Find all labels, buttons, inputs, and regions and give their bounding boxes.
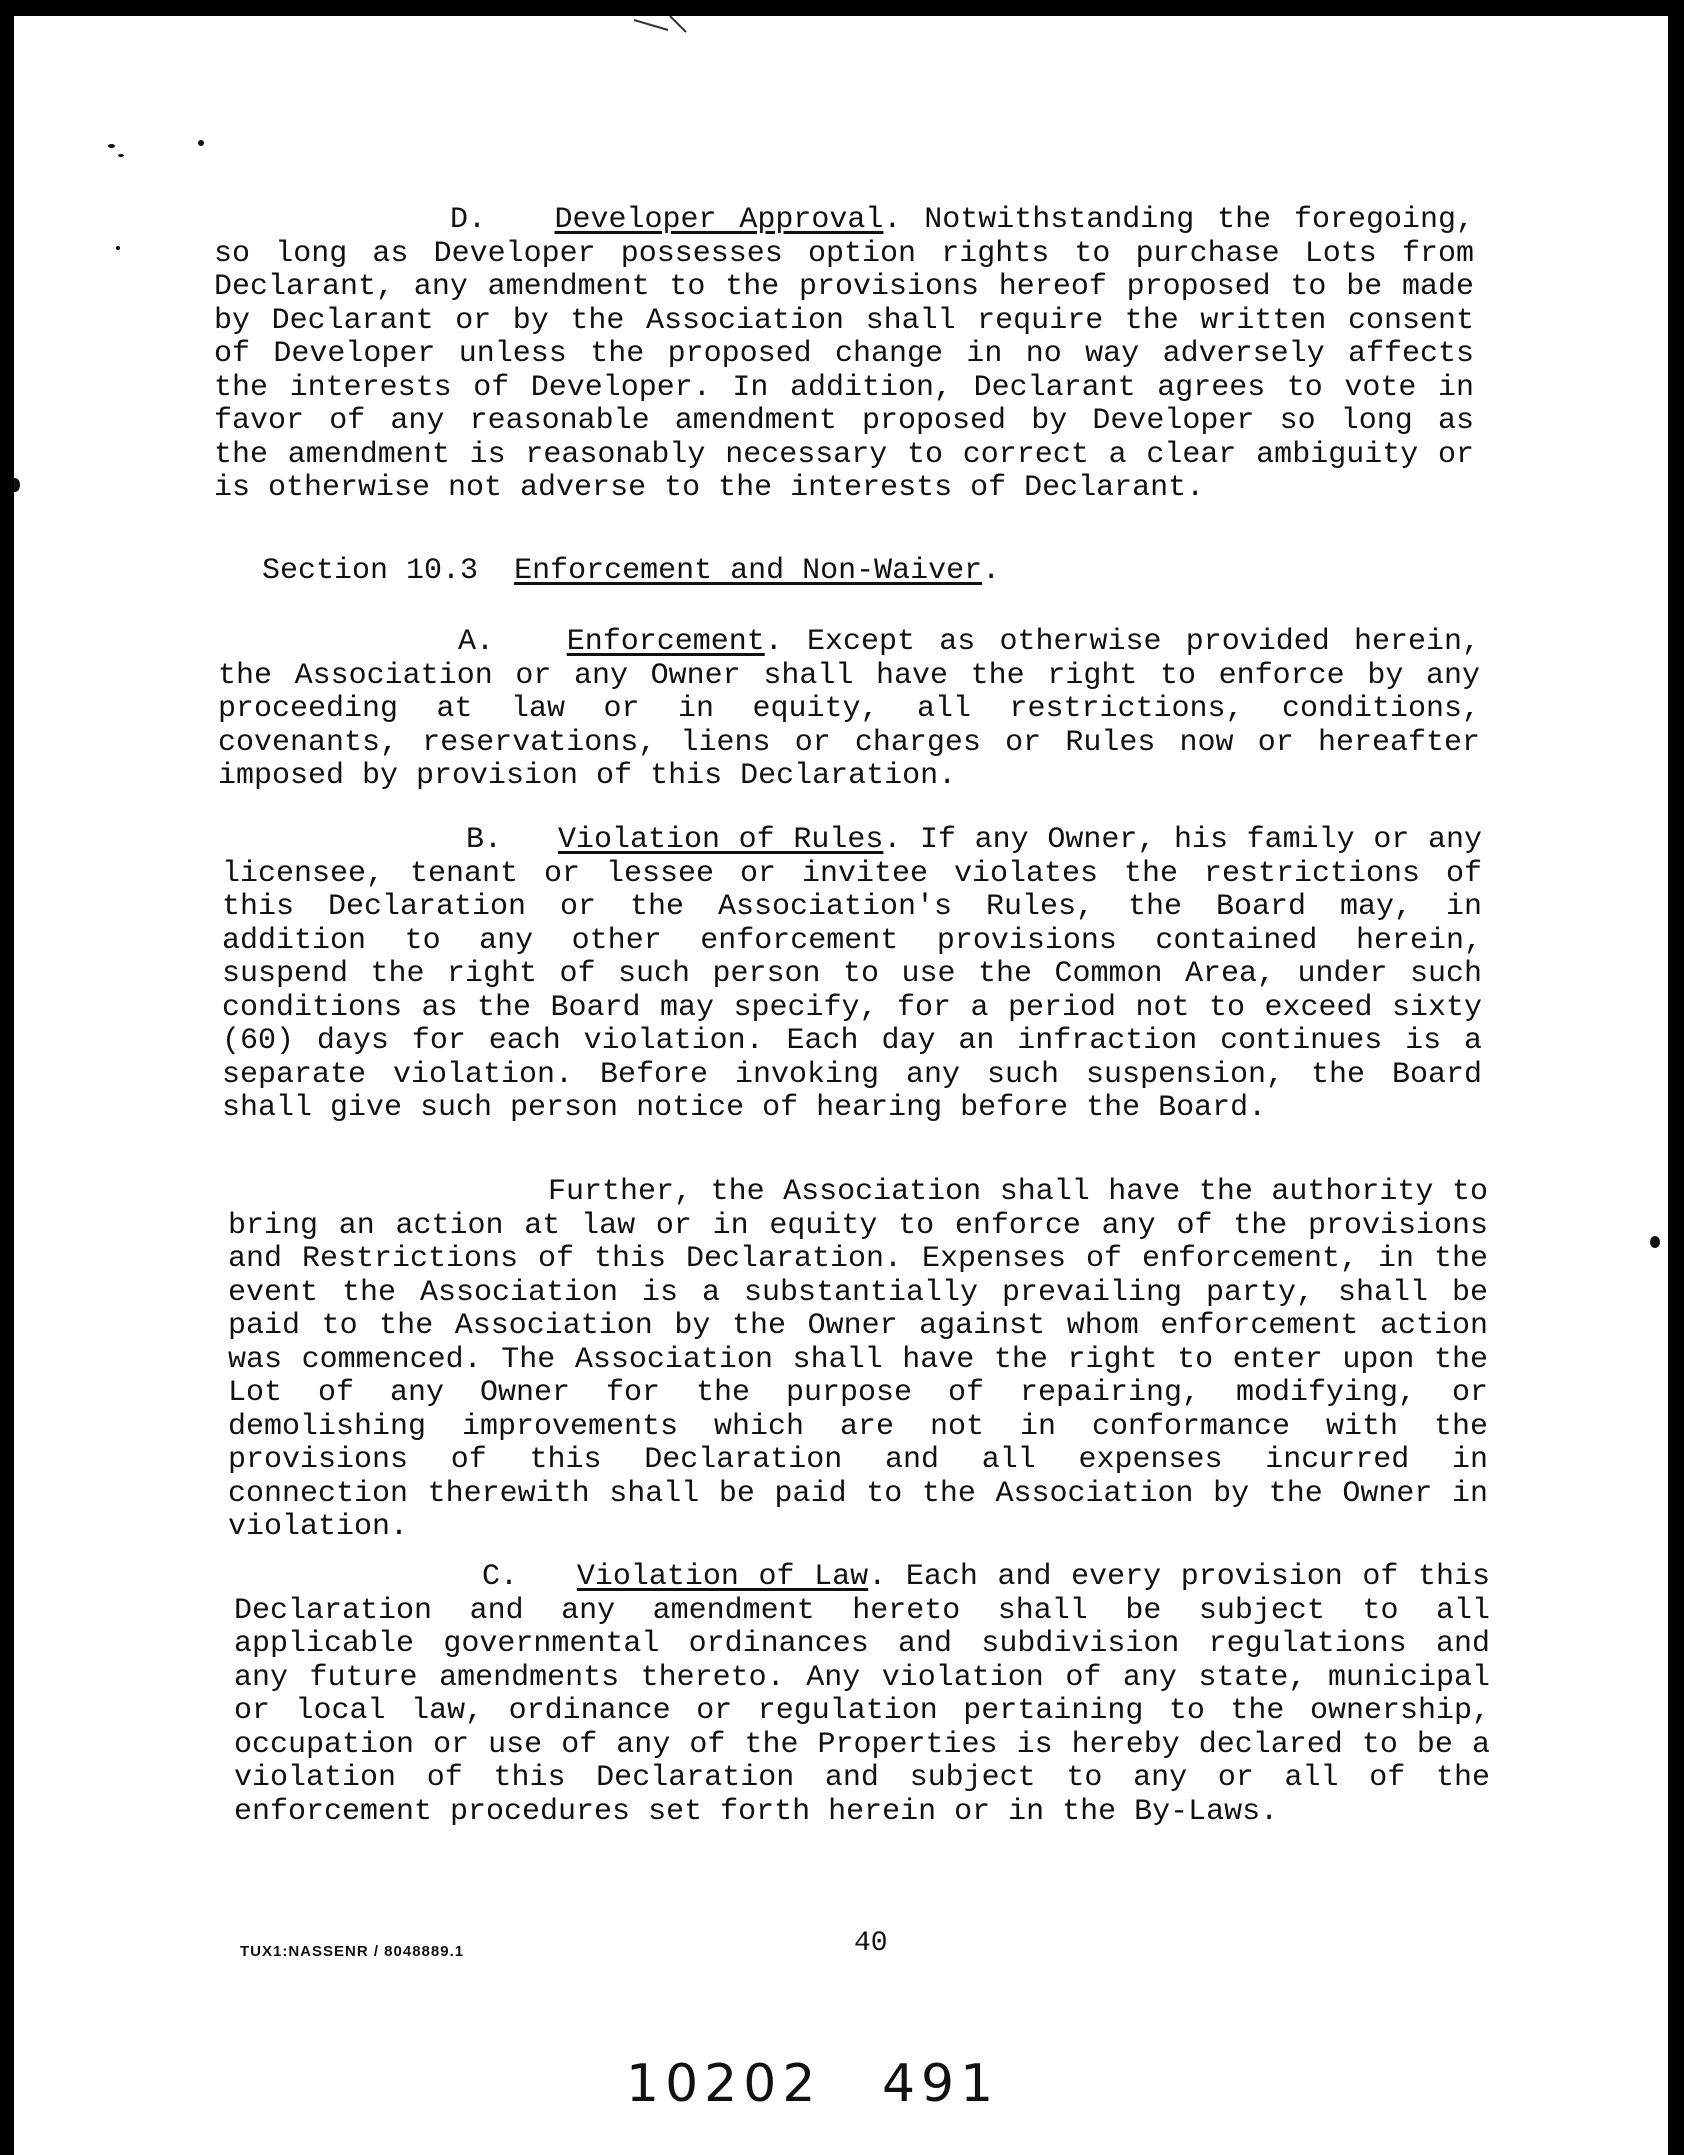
paragraph-label: C. — [482, 1560, 519, 1594]
stamp-book: 10202 — [626, 2054, 822, 2114]
paragraph-heading: Enforcement — [566, 625, 765, 659]
document-page — [14, 16, 1668, 2155]
section-number: Section 10.3 — [262, 554, 479, 588]
paragraph-violation-of-law — [234, 1561, 1490, 1829]
paragraph-body: . Notwithstanding the foregoing, so long as Developer possesses option rights to purchase Lots from Declarant, any amendment to the provisions hereof proposed to be made by Declarant or by the Association shall require the written consent of Developer unless the proposed change in no way adversely affects the interests of Developer. In addition, Declarant agrees to vote in favor of any reasonable amendment proposed by Developer so long as the amendment is reasonably necessary to correct a clear ambiguity or is otherwise not adverse to the interests of Declarant. — [214, 203, 1474, 505]
section-title-suffix: . — [982, 554, 1001, 588]
paragraph-heading: Violation of Law — [576, 1560, 869, 1594]
paragraph-violation-of-rules — [222, 824, 1482, 1126]
page-number: 40 — [854, 1928, 888, 1959]
paragraph-label: B. — [466, 823, 503, 857]
recording-stamp — [626, 2054, 999, 2114]
paragraph-further-authority — [228, 1176, 1488, 1545]
scan-speck — [1650, 1236, 1660, 1248]
paragraph-body: . Each and every provision of this Declaration and any amendment hereto shall be subject to all applicable governmental ordinances and subdivision regulations and any future amendments thereto. Any violation of any state, municipal or local law, ordinance or regulation pertaining to the ownership, occupation or use of any of the Properties is hereby declared to be a violation of this Declaration and subject to any or all of the enforcement procedures set forth herein or in the By-Laws. — [234, 1560, 1491, 1829]
scan-speck — [118, 154, 124, 157]
paragraph-body: . If any Owner, his family or any licensee, tenant or lessee or invitee violates the restrictions of this Declaration or the Association's Rules, the Board may, in addition to any other enforcement provisions contained herein, suspend the right of such person to use the Common Area, under such conditions as the Board may specify, for a period not to exceed sixty (60) days for each violation. Each day an infraction continues is a separate violation. Before invoking any such suspension, the Board shall give such person notice of hearing before the Board. — [222, 823, 1482, 1125]
section-title: Enforcement and Non-Waiver — [514, 554, 983, 588]
section-heading — [262, 554, 1162, 588]
paragraph-heading: Violation of Rules — [557, 823, 884, 857]
paragraph-enforcement — [218, 626, 1480, 794]
paragraph-body: Further, the Association shall have the authority to bring an action at law or in equity to enforce any of the provisions and Restrictions of this Declaration. Expenses of enforcement, in the event the Association is a substantially prevailing party, shall be paid to the Association by the Owner against whom enforcement action was commenced. The Association shall have the right to enter upon the Lot of any Owner for the purpose of repairing, modifying, or demolishing improvements which are not in conformance with the provisions of this Declaration and all expenses incurred in connection therewith shall be paid to the Association by the Owner in violation. — [228, 1175, 1488, 1544]
document-reference-code: TUX1:NASSENR / 8048889.1 — [240, 1943, 465, 1960]
paragraph-label: A. — [458, 625, 495, 659]
scan-mark-icon — [634, 16, 724, 36]
paragraph-heading: Developer Approval — [554, 203, 884, 237]
scan-speck — [108, 144, 115, 148]
paragraph-body: . Except as otherwise provided herein, the Association or any Owner shall have the right to enforce by any proceeding at law or in equity, all restrictions, conditions, covenants, reservations, liens or charges or Rules now or hereafter imposed by provision of this Declaration. — [218, 625, 1480, 793]
paragraph-developer-approval — [214, 204, 1474, 506]
scan-speck — [198, 140, 204, 146]
paragraph-label: D. — [450, 203, 487, 237]
scan-speck — [116, 246, 120, 250]
stamp-page: 491 — [881, 2054, 1000, 2114]
scan-speck — [14, 478, 20, 492]
